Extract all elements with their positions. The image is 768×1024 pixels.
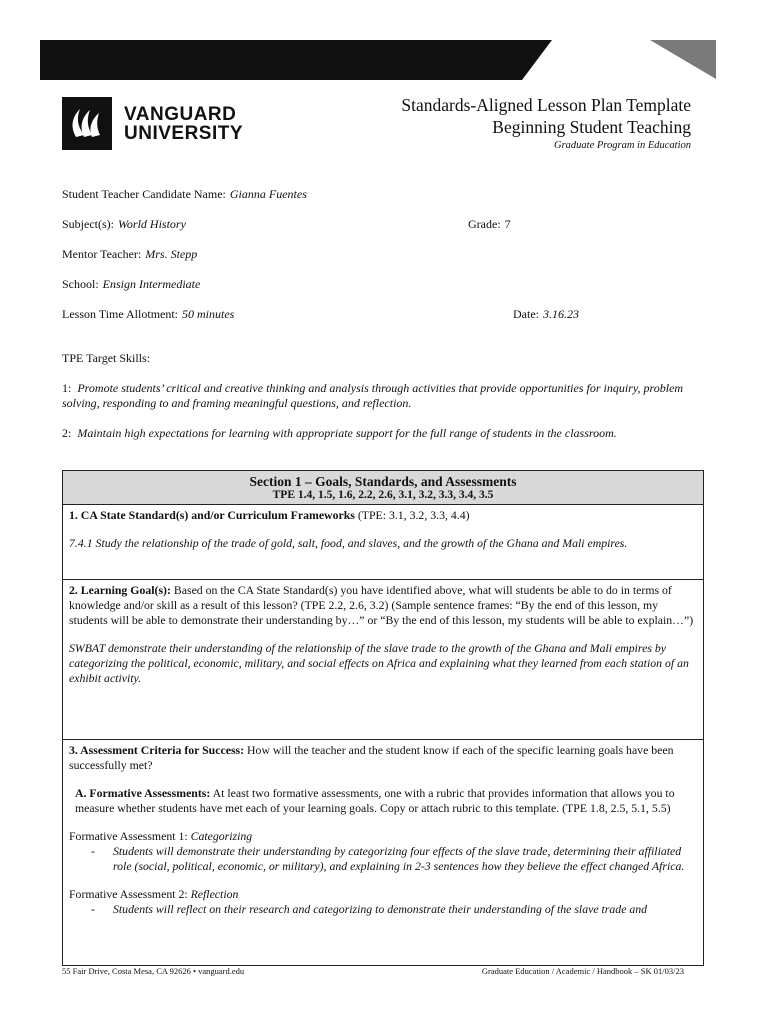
tpe-heading: TPE Target Skills: [62, 351, 151, 365]
standard-row [63, 505, 703, 580]
mentor-label: Mentor Teacher: [62, 247, 142, 261]
school-label: School: [62, 277, 99, 291]
section-1-title: Section 1 – Goals, Standards, and Assessments [249, 474, 517, 489]
assess-prompt: How will the teacher and the student know if each of the specific learning goals have been successfully met? [69, 743, 674, 772]
time-allotment-field [62, 307, 234, 321]
fa1-bullet-dash: - [91, 844, 95, 858]
date-field [513, 307, 579, 321]
time-label: Lesson Time Allotment: [62, 307, 179, 321]
tpe-skill-1 [62, 381, 702, 411]
section-1-table [62, 470, 704, 966]
school-value: Ensign Intermediate [102, 277, 201, 291]
time-value: 50 minutes [182, 307, 235, 321]
document-title: Standards-Aligned Lesson Plan Template [401, 95, 691, 115]
fa2-text: Students will reflect on their research and categorizing to demonstrate their understanding of the slave trade and [113, 902, 648, 916]
footer-address: 55 Fair Drive, Costa Mesa, CA 92626 • vanguard.edu [62, 966, 245, 976]
fa2-bullet [69, 902, 697, 917]
tpe-skill-1-text: Promote students’ critical and creative thinking and analysis through activities that provide opportunities for inquiry, problem solving, responding to and framing meaningful questions, and reflection. [62, 381, 684, 410]
vanguard-flame-icon [62, 97, 112, 150]
candidate-field [62, 187, 307, 201]
formative-prompt: At least two formative assessments, one with a rubric that provides information that allows you to measure whether students have met each of your learning goals. Copy or attach rubric to this template. (TPE 1.8, 2.5, 5.1, 5.5) [75, 786, 675, 815]
section-1-tpe: TPE 1.4, 1.5, 1.6, 2.2, 2.6, 3.1, 3.2, 3.3, 3.4, 3.5 [272, 489, 494, 501]
goal-prompt: Based on the CA State Standard(s) you have identified above, what will students be able to do in terms of knowledge and/or skill as a result of this lesson? (TPE 2.2, 2.6, 3.2) (Sample sentence frames: “By the end of this lesson, my students will be able to demonstrate their understanding by…” or “By the end of this lesson, my students will be able to explain…”) [69, 583, 694, 627]
formative-heading: A. Formative Assessments: [75, 786, 211, 800]
mentor-value: Mrs. Stepp [145, 247, 198, 261]
document-subtitle: Beginning Student Teaching [492, 117, 691, 137]
fa1-name: Categorizing [190, 829, 253, 843]
standard-heading: 1. CA State Standard(s) and/or Curriculum Frameworks [69, 508, 355, 522]
document-title-block [401, 94, 691, 153]
logo-line-2: UNIVERSITY [124, 122, 244, 144]
date-label: Date: [513, 307, 539, 321]
logo-line-1: VANGUARD [124, 103, 237, 125]
date-value: 3.16.23 [543, 307, 579, 321]
grade-field [468, 217, 511, 231]
mentor-field [62, 247, 197, 261]
tpe-skill-2-text: Maintain high expectations for learning with appropriate support for the full range of students in the classroom. [77, 426, 617, 440]
subject-value: World History [118, 217, 186, 231]
footer-doc-id: Graduate Education / Academic / Handbook – SK 01/03/23 [481, 966, 684, 976]
fa2-label: Formative Assessment 2: [69, 887, 188, 901]
goal-heading: 2. Learning Goal(s): [69, 583, 171, 597]
tpe-skill-2 [62, 426, 702, 441]
header-corner-triangle [650, 40, 716, 79]
vanguard-logo [62, 97, 243, 150]
program-name: Graduate Program in Education [554, 140, 691, 151]
school-field [62, 277, 200, 291]
grade-label: Grade: [468, 217, 501, 231]
tpe-skill-2-num: 2: [62, 426, 72, 440]
grade-value: 7 [504, 217, 511, 231]
candidate-label: Student Teacher Candidate Name: [62, 187, 226, 201]
learning-goal-row [63, 580, 703, 740]
fa1-text: Students will demonstrate their understanding by categorizing four effects of the slave trade, determining their affiliated role (social, political, economic, or military), and explaining in 2-3 sentences how they believe the effect changed Africa. [113, 844, 685, 873]
tpe-skill-1-num: 1: [62, 381, 72, 395]
subject-label: Subject(s): [62, 217, 114, 231]
section-1-header [63, 471, 703, 505]
assess-heading: 3. Assessment Criteria for Success: [69, 743, 245, 757]
header-black-bar [40, 40, 522, 80]
standard-text: 7.4.1 Study the relationship of the trade of gold, salt, food, and slaves, and the growth of the Ghana and Mali empires. [69, 536, 628, 550]
fa2-name: Reflection [190, 887, 239, 901]
fa2-bullet-dash: - [91, 902, 95, 916]
logo-wordmark [124, 105, 243, 143]
goal-text: SWBAT demonstrate their understanding of the relationship of the slave trade to the growth of the Ghana and Mali empires by categorizing the political, economic, military, and social effects on Africa and explaining what they learned from each station of an exhibit activity. [69, 641, 689, 685]
candidate-value: Gianna Fuentes [229, 187, 307, 201]
fa1-bullet [69, 844, 697, 874]
subject-field [62, 217, 186, 231]
standard-tpe: (TPE: 3.1, 3.2, 3.3, 4.4) [357, 508, 470, 522]
fa1-label: Formative Assessment 1: [69, 829, 188, 843]
assessment-row [63, 740, 703, 917]
